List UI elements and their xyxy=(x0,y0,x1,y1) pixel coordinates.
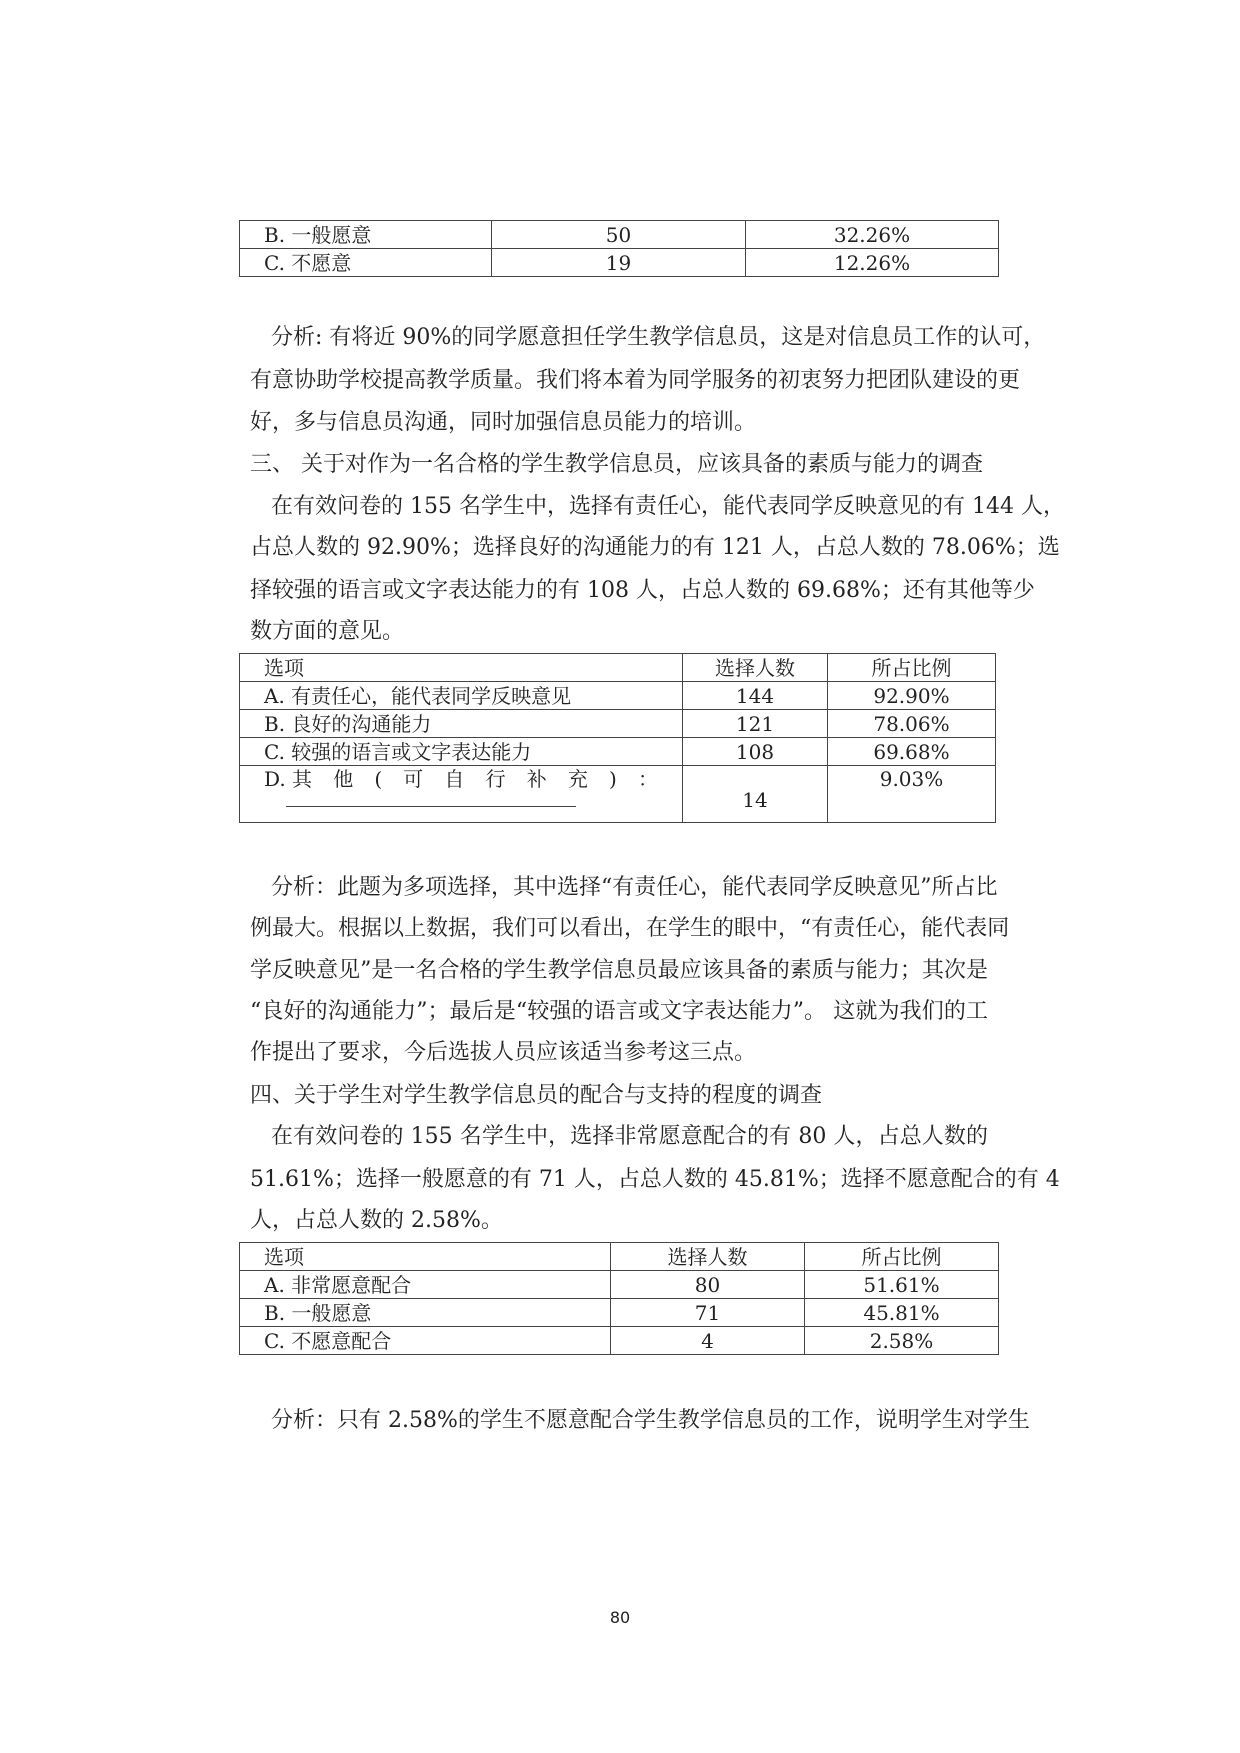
table-row xyxy=(240,1271,999,1299)
analysis-line: 分析：只有 2.58%的学生不愿意配合学生教学信息员的工作，说明学生对学生 xyxy=(271,1408,1030,1433)
char: ： xyxy=(637,767,658,791)
analysis-line: 分析: 有将近 90%的同学愿意担任学生教学信息员，这是对信息员工作的认可， xyxy=(271,325,1046,350)
percent-cell: 9.03% xyxy=(828,766,996,823)
percent-cell: 45.81% xyxy=(805,1299,999,1327)
table-row xyxy=(240,1299,999,1327)
table-row-other xyxy=(240,766,996,823)
percent-cell: 78.06% xyxy=(828,710,996,738)
table-row xyxy=(240,1327,999,1355)
paragraph-line: 在有效问卷的 155 名学生中，选择非常愿意配合的有 80 人，占总人数的 xyxy=(271,1124,988,1149)
option-cell: C. 不愿意 xyxy=(240,249,492,277)
table-willingness-continued xyxy=(239,220,999,277)
analysis-line: 学反映意见”是一名合格的学生教学信息员最应该具备的素质与能力；其次是 xyxy=(250,958,988,983)
percent-cell: 32.26% xyxy=(746,221,999,249)
percent-cell: 69.68% xyxy=(828,738,996,766)
count-cell: 71 xyxy=(611,1299,805,1327)
char: ) xyxy=(608,767,617,791)
percent-cell: 12.26% xyxy=(746,249,999,277)
table-row xyxy=(240,738,996,766)
table-row xyxy=(240,710,996,738)
table-header-row xyxy=(240,654,996,682)
char: 补 xyxy=(526,767,547,791)
table-row xyxy=(240,682,996,710)
option-cell-other xyxy=(240,766,683,823)
char: 行 xyxy=(485,767,506,791)
percent-cell: 51.61% xyxy=(805,1271,999,1299)
table-cooperation xyxy=(239,1242,999,1355)
count-cell: 4 xyxy=(611,1327,805,1355)
other-option-label xyxy=(264,766,682,792)
percent-cell: 92.90% xyxy=(828,682,996,710)
analysis-line: 分析：此题为多项选择，其中选择“有责任心，能代表同学反映意见”所占比 xyxy=(271,875,998,900)
section-heading: 三、 关于对作为一名合格的学生教学信息员，应该具备的素质与能力的调查 xyxy=(250,452,983,477)
header-option: 选项 xyxy=(240,654,683,682)
option-cell: A. 有责任心，能代表同学反映意见 xyxy=(240,682,683,710)
char: 充 xyxy=(567,767,588,791)
percent-cell: 2.58% xyxy=(805,1327,999,1355)
analysis-line: 好，多与信息员沟通，同时加强信息员能力的培训。 xyxy=(250,410,757,435)
fill-in-blank-line xyxy=(286,806,576,807)
paragraph-line: 人，占总人数的 2.58%。 xyxy=(250,1208,503,1233)
header-count: 选择人数 xyxy=(683,654,828,682)
char: 可 xyxy=(403,767,424,791)
section-heading: 四、关于学生对学生教学信息员的配合与支持的程度的调查 xyxy=(250,1083,823,1108)
table-row xyxy=(240,221,999,249)
table-qualities xyxy=(239,653,996,823)
count-cell: 80 xyxy=(611,1271,805,1299)
option-cell: A. 非常愿意配合 xyxy=(240,1271,611,1299)
option-cell: B. 一般愿意 xyxy=(240,221,492,249)
option-cell: B. 良好的沟通能力 xyxy=(240,710,683,738)
header-count: 选择人数 xyxy=(611,1243,805,1271)
char: 他 xyxy=(333,767,354,791)
count-cell: 50 xyxy=(492,221,746,249)
paragraph-line: 数方面的意见。 xyxy=(250,619,405,644)
header-percent: 所占比例 xyxy=(828,654,996,682)
char: ( xyxy=(374,767,383,791)
option-cell: B. 一般愿意 xyxy=(240,1299,611,1327)
option-cell: C. 较强的语言或文字表达能力 xyxy=(240,738,683,766)
char: D. 其 xyxy=(264,767,313,791)
paragraph-line: 51.61%；选择一般愿意的有 71 人，占总人数的 45.81%；选择不愿意配合的有 4 xyxy=(250,1167,1060,1192)
paragraph-line: 在有效问卷的 155 名学生中，选择有责任心，能代表同学反映意见的有 144 人， xyxy=(271,494,1065,519)
header-option: 选项 xyxy=(240,1243,611,1271)
count-cell: 14 xyxy=(683,766,828,823)
count-cell: 108 xyxy=(683,738,828,766)
analysis-line: 有意协助学校提高教学质量。我们将本着为同学服务的初衷努力把团队建设的更 xyxy=(250,368,1021,393)
option-cell: C. 不愿意配合 xyxy=(240,1327,611,1355)
paragraph-line: 择较强的语言或文字表达能力的有 108 人，占总人数的 69.68%；还有其他等少 xyxy=(250,578,1035,603)
page-number: 80 xyxy=(609,1608,631,1627)
analysis-line: 例最大。根据以上数据，我们可以看出，在学生的眼中，“有责任心，能代表同 xyxy=(250,916,1010,941)
table-row xyxy=(240,249,999,277)
count-cell: 144 xyxy=(683,682,828,710)
table-header-row xyxy=(240,1243,999,1271)
paragraph-line: 占总人数的 92.90%；选择良好的沟通能力的有 121 人，占总人数的 78.06%；选 xyxy=(250,535,1060,560)
analysis-line: “良好的沟通能力”；最后是“较强的语言或文字表达能力”。 这就为我们的工 xyxy=(250,999,988,1024)
char: 自 xyxy=(444,767,465,791)
analysis-line: 作提出了要求，今后选拔人员应该适当参考这三点。 xyxy=(250,1040,757,1065)
count-cell: 121 xyxy=(683,710,828,738)
header-percent: 所占比例 xyxy=(805,1243,999,1271)
count-cell: 19 xyxy=(492,249,746,277)
